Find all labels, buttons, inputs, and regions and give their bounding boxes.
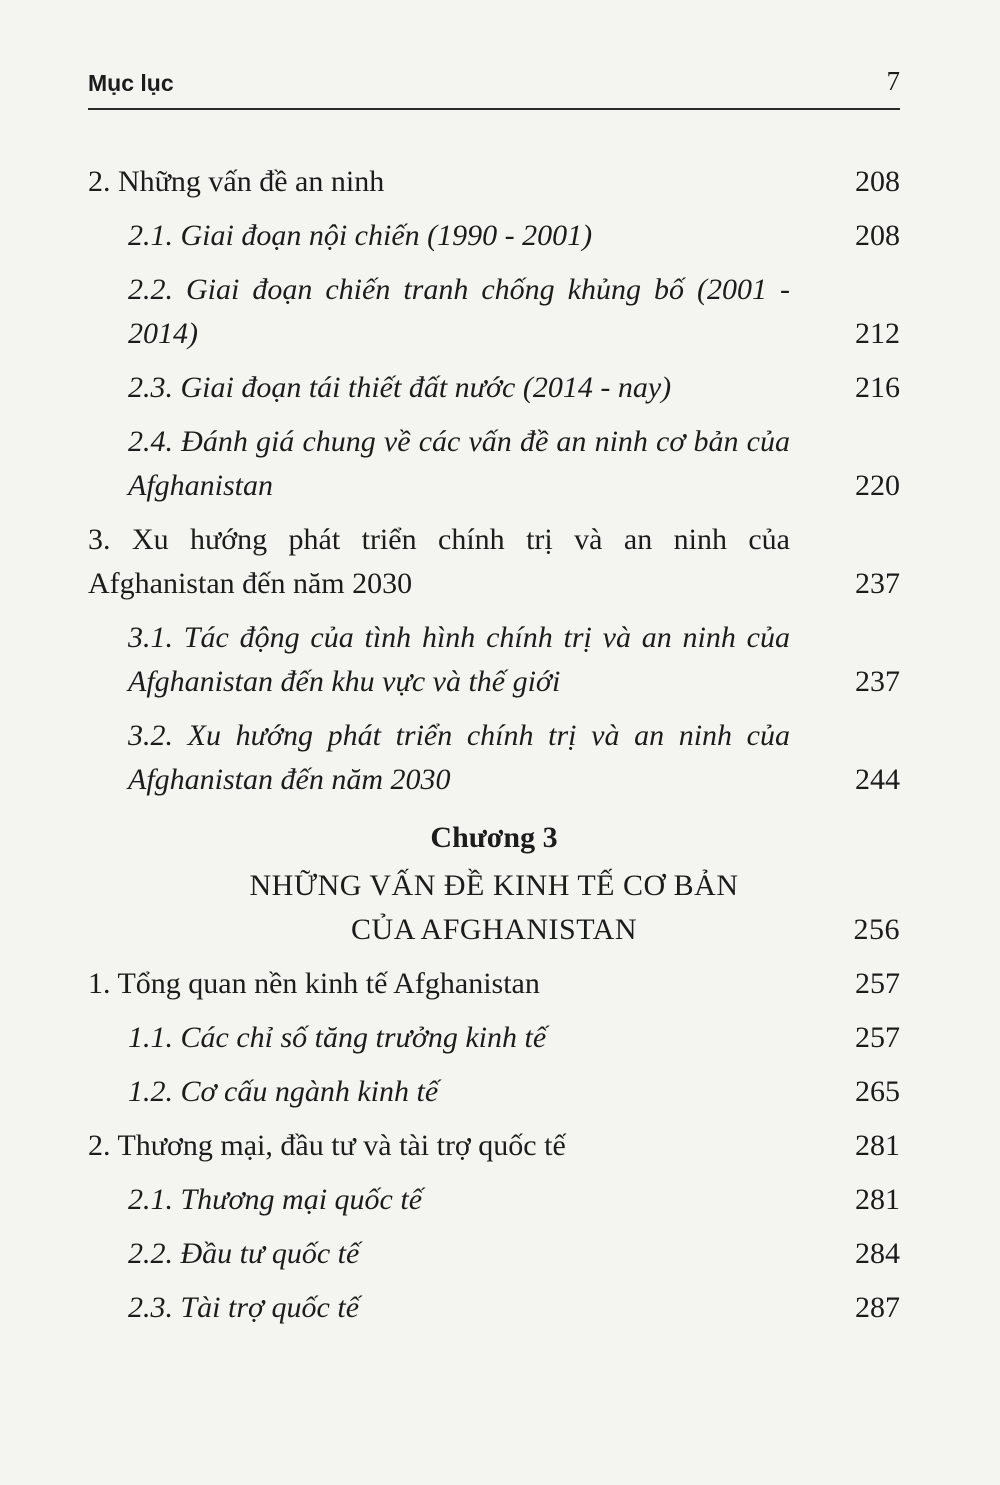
running-header <box>88 62 900 110</box>
toc-entry-title: 1.1. Các chỉ số tăng trưởng kinh tế <box>128 1021 547 1054</box>
chapter-label: Chương 3 <box>430 821 558 854</box>
toc-subentry <box>88 366 900 410</box>
toc-entry-page: 265 <box>855 1075 900 1108</box>
chapter-title-line2 <box>88 908 900 952</box>
chapter-heading <box>88 816 900 952</box>
toc-entry-title: 3. Xu hướng phát triển chính trị và an ninh của Afghanistan đến năm 2030 <box>88 523 790 600</box>
toc-subentry <box>88 1070 900 1114</box>
toc-entry-page: 244 <box>855 763 900 796</box>
toc-subentry <box>88 420 900 508</box>
toc-entry-page: 212 <box>855 317 900 350</box>
page-number: 7 <box>886 66 900 96</box>
toc-entry-page: 220 <box>855 469 900 502</box>
toc-entry-page: 208 <box>855 219 900 252</box>
toc-entry-title: 2.1. Giai đoạn nội chiến (1990 - 2001) <box>128 219 593 252</box>
toc-entry-title: 2.1. Thương mại quốc tế <box>128 1183 423 1216</box>
toc-entry-page: 237 <box>855 567 900 600</box>
toc-entry-title: 3.1. Tác động của tình hình chính trị và an ninh của Afghanistan đến khu vực và thế giới <box>128 621 790 698</box>
toc-entry-page: 281 <box>855 1183 900 1216</box>
toc-entry-title: 2.4. Đánh giá chung về các vấn đề an ninh cơ bản của Afghanistan <box>128 425 790 502</box>
toc-subentry <box>88 268 900 356</box>
toc-entry-page: 287 <box>855 1291 900 1324</box>
toc-entry-title: 2.2. Đầu tư quốc tế <box>128 1237 360 1270</box>
toc-subentry <box>88 714 900 802</box>
toc-subentry <box>88 1178 900 1222</box>
toc-entry <box>88 518 900 606</box>
toc-entry-page: 208 <box>855 165 900 198</box>
toc-entry-page: 257 <box>855 1021 900 1054</box>
toc-subentry <box>88 1016 900 1060</box>
toc-entry-page: 216 <box>855 371 900 404</box>
table-of-contents <box>88 150 900 1330</box>
toc-subentry <box>88 1232 900 1276</box>
toc-entry-title: 2.3. Tài trợ quốc tế <box>128 1291 360 1324</box>
chapter-title-line1: NHỮNG VẤN ĐỀ KINH TẾ CƠ BẢN <box>249 869 739 902</box>
toc-entry-title: 1.2. Cơ cấu ngành kinh tế <box>128 1075 439 1108</box>
toc-entry <box>88 160 900 204</box>
toc-entry-title: 2.2. Giai đoạn chiến tranh chống khủng bố (2001 - 2014) <box>128 273 790 350</box>
toc-subentry <box>88 214 900 258</box>
toc-entry-title: 1. Tổng quan nền kinh tế Afghanistan <box>88 967 540 1000</box>
toc-entry <box>88 1124 900 1168</box>
toc-entry-page: 257 <box>855 967 900 1000</box>
toc-entry-title: 2.3. Giai đoạn tái thiết đất nước (2014 - nay) <box>128 371 672 404</box>
toc-entry-title: 3.2. Xu hướng phát triển chính trị và an ninh của Afghanistan đến năm 2030 <box>128 719 790 796</box>
chapter-page: 256 <box>853 913 900 946</box>
toc-entry-title: 2. Thương mại, đầu tư và tài trợ quốc tế <box>88 1129 566 1162</box>
toc-entry-title: 2. Những vấn đề an ninh <box>88 165 385 198</box>
toc-subentry <box>88 1286 900 1330</box>
toc-entry-page: 284 <box>855 1237 900 1270</box>
toc-subentry <box>88 616 900 704</box>
section-title: Mục lục <box>88 70 174 96</box>
toc-entry <box>88 962 900 1006</box>
toc-entry-page: 281 <box>855 1129 900 1162</box>
chapter-title-text: CỦA AFGHANISTAN <box>351 913 637 946</box>
toc-entry-page: 237 <box>855 665 900 698</box>
